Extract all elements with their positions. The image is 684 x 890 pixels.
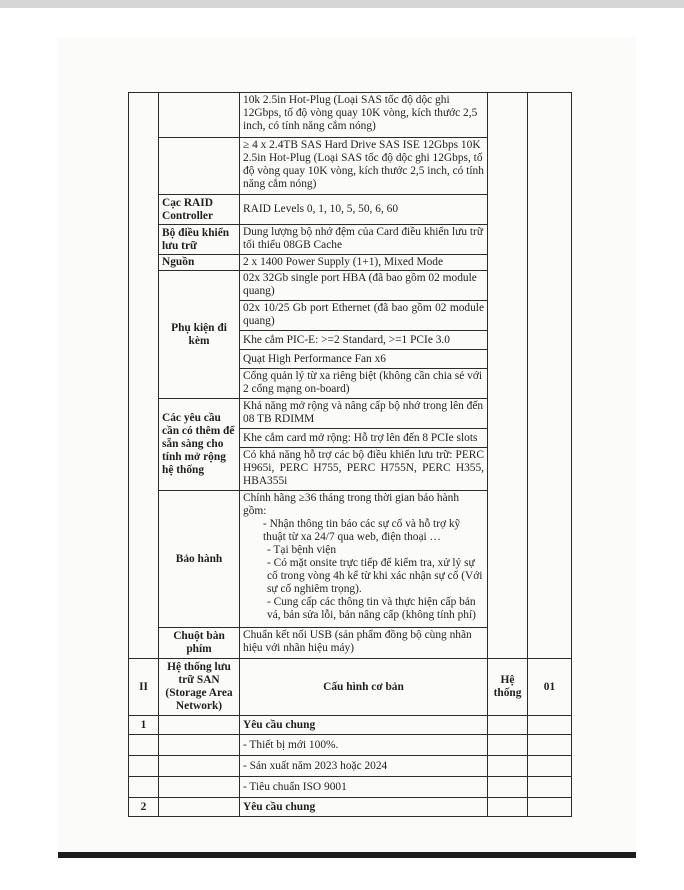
index-cell (129, 93, 159, 659)
requirement-title: Yêu cầu chung (240, 716, 488, 735)
mouse-label: Chuột bàn phím (159, 628, 240, 659)
requirement-item: - Tiêu chuẩn ISO 9001 (240, 777, 488, 798)
requirement-item: - Sản xuất năm 2023 hoặc 2024 (240, 756, 488, 777)
qty-cell (528, 716, 572, 735)
qty-cell (528, 798, 572, 817)
table-row (129, 716, 572, 735)
san-label: Hệ thống lưu trữ SAN (Storage Area Network) (159, 659, 240, 716)
item-number: 2 (129, 798, 159, 817)
qty-cell (528, 756, 572, 777)
window-top-bar (0, 0, 684, 8)
raid-spec: RAID Levels 0, 1, 10, 5, 50, 6, 60 (240, 195, 488, 225)
table-row (129, 798, 572, 817)
accessory-item: Quạt High Performance Fan x6 (240, 350, 488, 369)
unit-cell (488, 716, 528, 735)
table-row (129, 735, 572, 756)
warranty-label: Bảo hành (159, 491, 240, 628)
san-unit: Hệ thống (488, 659, 528, 716)
warranty-bullet: - Có mặt onsite trực tiếp để kiểm tra, xử lý sự cố trong vòng 4h kể từ khi xác nhận sự cố (Với sự cố nghiêm trọng). (267, 557, 483, 595)
accessories-label: Phụ kiện đi kèm (159, 271, 240, 399)
specification-table (128, 92, 572, 817)
label-cell (159, 798, 240, 817)
expansion-item: Có khả năng hỗ trợ các bộ điều khiển lưu trữ: PERC H965i, PERC H755, PERC H755N, PERC H355, HBA355i (240, 448, 488, 491)
label-cell (159, 138, 240, 195)
label-cell (159, 756, 240, 777)
table-row (129, 777, 572, 798)
qty-cell (528, 93, 572, 659)
san-qty: 01 (528, 659, 572, 716)
unit-cell (488, 756, 528, 777)
index-cell (129, 756, 159, 777)
page-bottom-edge (58, 852, 636, 858)
label-cell (159, 735, 240, 756)
item-number: 1 (129, 716, 159, 735)
accessory-item: 02x 10/25 Gb port Ethernet (đã bao gồm 02 module quang) (240, 301, 488, 331)
accessory-item: Khe cắm PIC-E: >=2 Standard, >=1 PCIe 3.0 (240, 331, 488, 350)
warranty-intro: Chính hãng ≥36 tháng trong thời gian bảo hành gồm: (243, 492, 460, 517)
controller-spec: Dung lượng bộ nhớ đệm của Card điều khiển lưu trữ tối thiểu 08GB Cache (240, 225, 488, 255)
raid-label: Cạc RAID Controller (159, 195, 240, 225)
index-cell (129, 777, 159, 798)
expansion-item: Khả năng mở rộng và nâng cấp bộ nhớ trong lên đến 08 TB RDIMM (240, 399, 488, 429)
warranty-bullet: - Cung cấp các thông tin và thực hiện cấp bản vá, bản sửa lỗi, bản nâng cấp (không tính phí) (267, 596, 476, 621)
unit-cell (488, 777, 528, 798)
label-cell (159, 777, 240, 798)
table-row (129, 659, 572, 716)
qty-cell (528, 777, 572, 798)
requirement-item: - Thiết bị mới 100%. (240, 735, 488, 756)
unit-cell (488, 798, 528, 817)
mouse-spec: Chuẩn kết nối USB (sản phẩm đồng bộ cùng nhãn hiệu với nhãn hiệu máy) (240, 628, 488, 659)
requirement-title: Yêu cầu chung (240, 798, 488, 817)
accessory-item: 02x 32Gb single port HBA (đã bao gồm 02 module quang) (240, 271, 488, 301)
san-spec: Cấu hình cơ bản (240, 659, 488, 716)
unit-cell (488, 93, 528, 659)
warranty-spec (240, 491, 488, 628)
warranty-bullet: - Tại bệnh viện (267, 544, 337, 556)
unit-cell (488, 735, 528, 756)
label-cell (159, 93, 240, 138)
section-number: II (129, 659, 159, 716)
index-cell (129, 735, 159, 756)
expansion-label: Các yêu cầu cần có thêm để sẵn sàng cho tính mở rộng hệ thống (159, 399, 240, 491)
spec-cell: 10k 2.5in Hot-Plug (Loại SAS tốc độ dộc ghi 12Gbps, tố độ vòng quay 10K vòng, kích thước 2,5 inch, có tính năng cắm nóng) (240, 93, 488, 138)
controller-label: Bộ điều khiển lưu trữ (159, 225, 240, 255)
label-cell (159, 716, 240, 735)
accessory-item: Cổng quản lý từ xa riêng biệt (không cần chia sẻ với 2 cổng mạng on-board) (240, 369, 488, 399)
power-spec: 2 x 1400 Power Supply (1+1), Mixed Mode (240, 255, 488, 271)
qty-cell (528, 735, 572, 756)
table-row (129, 756, 572, 777)
warranty-bullet: - Nhận thông tin báo các sự cố và hỗ trợ kỹ thuật từ xa 24/7 qua web, điện thoại … (263, 518, 461, 543)
expansion-item: Khe cắm card mở rộng: Hỗ trợ lên đến 8 PCIe slots (240, 429, 488, 448)
spec-cell: ≥ 4 x 2.4TB SAS Hard Drive SAS ISE 12Gbps 10K 2.5in Hot-Plug (Loại SAS tốc độ dộc ghi 12Gbps, tố độ vòng quay 10K vòng, kích thước 2,5 inch, có tính năng cắm nóng) (240, 138, 488, 195)
table-row (129, 93, 572, 138)
power-label: Nguồn (159, 255, 240, 271)
